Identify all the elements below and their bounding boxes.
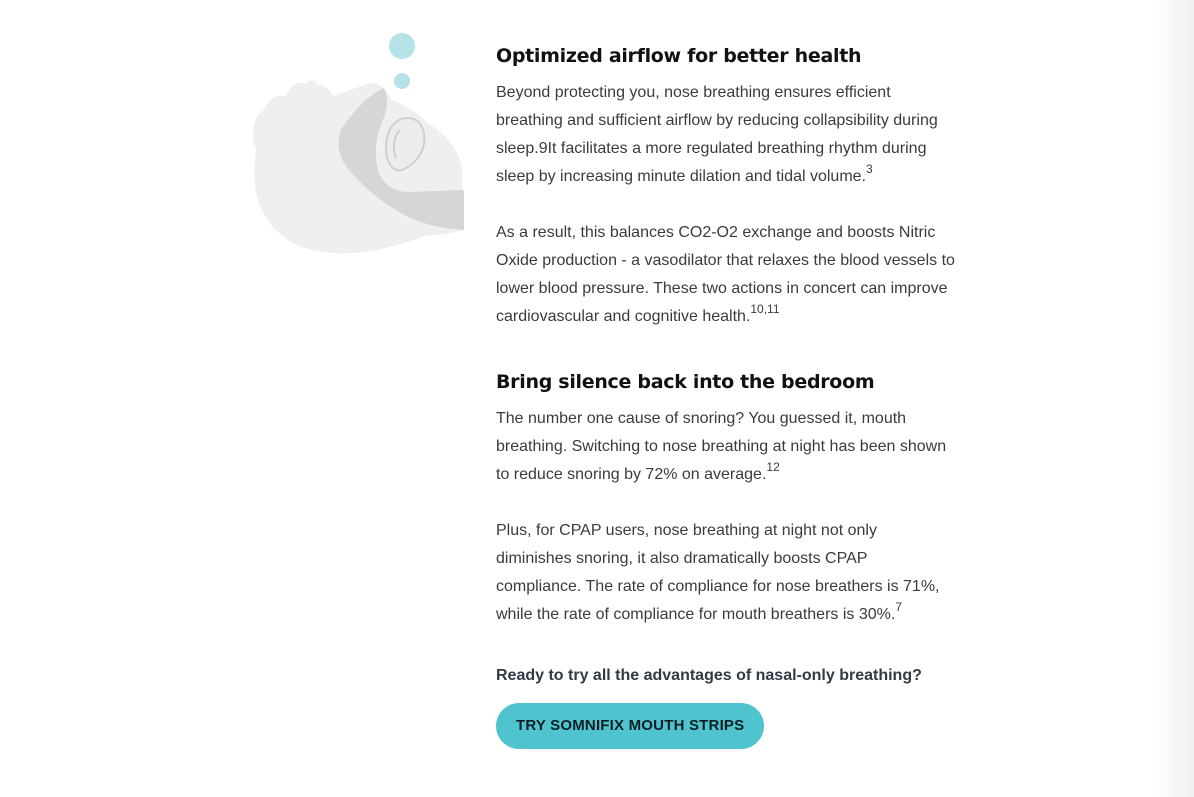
bring-silence-paragraph-1 (496, 405, 956, 489)
bring-silence-paragraph-2 (496, 517, 956, 629)
sleeping-head-illustration (246, 30, 468, 256)
bring-silence-paragraph-2-text: Plus, for CPAP users, nose breathing at night not only diminishes snoring, it also dramatically boosts CPAP compliance. The rate of compliance for nose breathers is 71%, while the rate of compliance for mouth breathers is 30%. (496, 522, 940, 623)
citation-ref: 7 (895, 599, 902, 614)
content-column (496, 42, 956, 749)
optimized-airflow-paragraph-1 (496, 79, 956, 191)
optimized-airflow-paragraph-1-text: Beyond protecting you, nose breathing ensures efficient breathing and sufficient airflow by reducing collapsibility during sleep.9It facilitates a more regulated breathing rhythm during sleep by increasing minute dilation and tidal volume. (496, 84, 938, 185)
section-title-optimized-airflow: Optimized airflow for better health (496, 45, 862, 67)
cta-question: Ready to try all the advantages of nasal-only breathing? (496, 667, 922, 684)
citation-ref: 10,11 (750, 301, 780, 316)
page-edge-shadow (1154, 0, 1194, 797)
optimized-airflow-paragraph-2 (496, 219, 956, 331)
breath-bubble-small (394, 73, 410, 89)
optimized-airflow-paragraph-2-text: As a result, this balances CO2-O2 exchange and boosts Nitric Oxide production - a vasodilator that relaxes the blood vessels to lower blood pressure. These two actions in concert can improve cardiovascular and cognitive health. (496, 224, 955, 325)
citation-ref: 3 (866, 161, 873, 176)
section-title-bring-silence: Bring silence back into the bedroom (496, 371, 875, 393)
bring-silence-paragraph-1-text: The number one cause of snoring? You guessed it, mouth breathing. Switching to nose breathing at night has been shown to reduce snoring by 72% on average. (496, 410, 947, 483)
citation-ref: 12 (766, 459, 780, 474)
try-somnifix-button[interactable]: TRY SOMNIFIX MOUTH STRIPS (496, 703, 764, 749)
breath-bubble-large (389, 33, 415, 59)
